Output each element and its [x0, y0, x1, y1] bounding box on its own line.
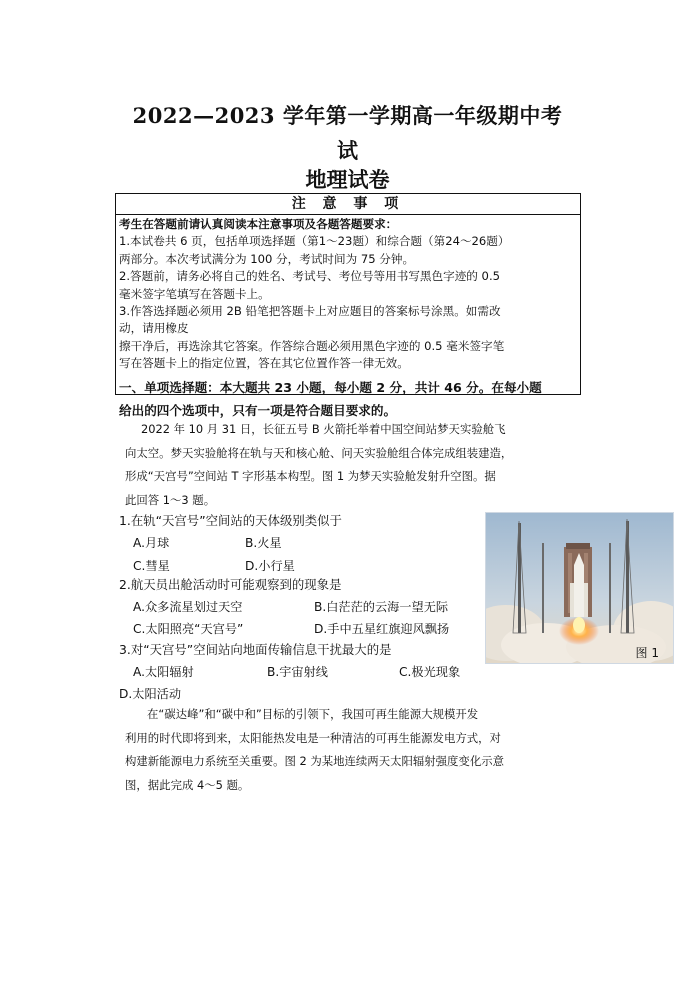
question-2-option-a: A.众多流星划过天空	[133, 600, 243, 614]
question-1-option-a: A.月球	[133, 536, 170, 550]
passage-1	[119, 418, 587, 512]
rocket-launch-image	[486, 513, 673, 663]
notice-box	[115, 193, 581, 395]
passage-line: 利用的时代即将到来，太阳能热发电是一种清洁的可再生能源发电方式，对	[125, 730, 501, 745]
question-1-option-c: C.彗星	[133, 559, 170, 573]
passage-line: 构建新能源电力系统至关重要。图 2 为某地连续两天太阳辐射强度变化示意	[125, 754, 504, 768]
question-3-option-d: D.太阳活动	[119, 687, 182, 701]
notice-line: 动，请用橡皮	[119, 321, 189, 336]
figure-1-rocket-launch	[485, 512, 674, 664]
figure-1-label: 图 1	[635, 646, 659, 660]
passage-line: 向太空。梦天实验舱将在轨与天和核心舱、问天实验舱组合体完成组装建造，	[125, 445, 513, 460]
passage-2	[119, 703, 587, 797]
passage-line: 此回答 1～3 题。	[125, 492, 216, 507]
passage-line: 在“碳达峰”和“碳中和”目标的引领下，我国可再生能源大规模开发	[147, 707, 479, 721]
exam-subtitle: 地理试卷	[305, 167, 390, 192]
passage-line: 形成“天宫号”空间站 T 字形基本构型。图 1 为梦天实验舱发射升空图。据	[125, 469, 496, 483]
notice-line: 写在答题卡上的指定位置，答在其它位置作答一律无效。	[119, 356, 409, 371]
notice-body	[119, 216, 577, 373]
notice-line: 1.本试卷共 6 页，包括单项选择题（第1～23题）和综合题（第24～26题）	[119, 234, 510, 249]
question-3-option-a: A.太阳辐射	[133, 665, 194, 679]
section-heading-line2: 给出的四个选项中，只有一项是符合题目要求的。	[119, 403, 397, 418]
question-2-stem: 2.航天员出舱活动时可能观察到的现象是	[119, 577, 342, 592]
question-3-option-c: C.极光现象	[399, 665, 461, 679]
notice-line: 考生在答题前请认真阅读本注意事项及各题答题要求：	[119, 217, 398, 231]
notice-line: 两部分。本次考试满分为 100 分，考试时间为 75 分钟。	[119, 251, 415, 266]
notice-line: 3.作答选择题必须用 2B 铅笔把答题卡上对应题目的答案标号涂黑。如需改	[119, 304, 501, 319]
question-2-option-d: D.手中五星红旗迎风飘扬	[314, 622, 450, 636]
passage-line: 图，据此完成 4～5 题。	[125, 777, 250, 792]
notice-heading: 注 意 事 项	[116, 194, 580, 215]
exam-title-line2: 试	[337, 138, 358, 163]
question-1-option-d: D.小行星	[245, 559, 295, 573]
section-heading-line1: 一、单项选择题：本大题共 23 小题，每小题 2 分，共计 46 分。在每小题	[119, 380, 542, 395]
notice-line: 2.答题前，请务必将自己的姓名、考试号、考位号等用书写黑色字迹的 0.5	[119, 269, 500, 284]
question-1-option-b: B.火星	[245, 536, 282, 550]
question-1-stem: 1.在轨“天宫号”空间站的天体级别类似于	[119, 513, 342, 528]
notice-line: 擦干净后，再选涂其它答案。作答综合题必须用黑色字迹的 0.5 毫米签字笔	[119, 338, 505, 353]
notice-line: 毫米签字笔填写在答题卡上。	[119, 286, 270, 301]
exam-title-line1: 2022—2023 学年第一学期高一年级期中考	[132, 103, 563, 128]
passage-line: 2022 年 10 月 31 日，长征五号 B 火箭托举着中国空间站梦天实验舱飞	[141, 422, 506, 436]
question-3-option-b: B.宇宙射线	[267, 665, 328, 679]
question-3-stem: 3.对“天宫号”空间站向地面传输信息干扰最大的是	[119, 642, 392, 657]
question-2-option-b: B.白茫茫的云海一望无际	[314, 600, 449, 614]
question-2-option-c: C.太阳照亮“天宫号”	[133, 622, 244, 636]
